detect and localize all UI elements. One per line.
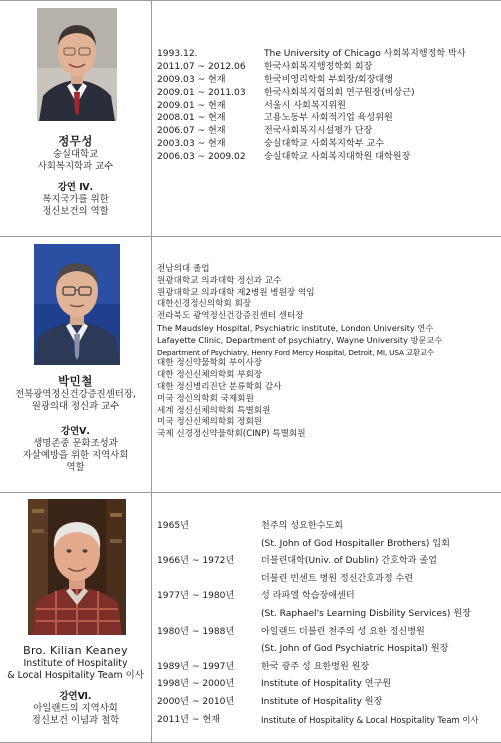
profile-affiliation: 전북광역정신건강증진센터장, — [15, 389, 136, 400]
career-item: 1965년 천주의 성요한수도회 — [157, 521, 343, 531]
career-item: 2011년 ~ 현재 Institute of Hospitality & Local Hospitality Team 이사 — [157, 714, 479, 725]
profile-photo — [37, 8, 117, 121]
career-item: 1993.12. The University of Chicago 사회복지행정학 박사 — [157, 49, 466, 59]
career-item: 대한 정신신체의학회 부회장 — [157, 370, 263, 381]
career-item: 2003.03 ~ 현재 숭실대학교 사회복지학부 교수 — [157, 139, 384, 150]
lecture-title: 생명존중 문화조성과 — [33, 438, 118, 449]
career-item: 1989년 ~ 1997년 한국 광주 성 요한병원 원장 — [157, 661, 370, 672]
profile-affiliation: 사회복지학과 교수 — [37, 161, 114, 172]
career-item: 원광대학교 의과대학 제2병원 병원장 역임 — [157, 287, 315, 298]
profile-name: 정무성 — [58, 134, 93, 148]
career-item: 더블린 빈센트 병원 정신간호과정 수련 — [261, 573, 414, 584]
career-item: (St. Raphael's Learning Disbility Services) 원장 — [261, 608, 471, 619]
profile-name: 박민철 — [58, 374, 93, 388]
career-item: (St. John of God Psychiatric Hospital) 원장 — [261, 644, 449, 655]
career-item: 2008.01 ~ 현재 고용노동부 사회적기업 육성위원 — [157, 113, 393, 124]
career-item: 국제 신경정신약물학회(CINP) 특별회원 — [157, 429, 306, 440]
profile-affiliation: 숭실대학교 — [52, 149, 99, 160]
career-item: 세계 정신신체의학회 특별회원 — [157, 405, 271, 416]
profile-row — [0, 493, 501, 742]
career-item: 2006.07 ~ 현재 전국사회복지시설평가 단장 — [157, 126, 373, 137]
career-item: Department of Psychiatry, Henry Ford Mercy Hospital, Detroit, MI, USA 교환교수 — [157, 347, 434, 357]
lecture-title: 자살예방을 위한 지역사회 — [22, 450, 129, 461]
career-item: (St. John of God Hospitaller Brothers) 입회 — [261, 538, 450, 549]
profile-name: Bro. Kilian Keaney — [23, 644, 128, 657]
lecture-title: 아일랜드의 지역사회 — [33, 703, 118, 714]
lecture-number: 강연Ⅴ. — [61, 426, 90, 437]
career-item: 전라북도 광역정신건강증진센터 센터장 — [157, 311, 304, 322]
lecture-number: 강연 Ⅳ. — [57, 182, 94, 193]
profile-photo — [34, 244, 120, 365]
career-item: 미국 정신의학회 국제회원 — [157, 393, 254, 404]
career-item: 2006.03 ~ 2009.02 숭실대학교 사회복지대학원 대학원장 — [157, 152, 411, 163]
career-list — [157, 48, 497, 164]
career-item: 2000년 ~ 2010년 Institute of Hospitality 원장 — [157, 696, 383, 707]
career-item: 2011.07 ~ 2012.06 한국사회복지행정학회 회장 — [157, 61, 373, 72]
career-item: 1977년 ~ 1980년 성 라파엘 학습장애센터 — [157, 591, 355, 602]
career-item: Lafayette Clinic, Department of psychiatry, Wayne University 방문교수 — [157, 334, 443, 345]
career-list — [157, 518, 497, 729]
lecture-number: 강연Ⅵ. — [59, 691, 92, 702]
profile-affiliation: & Local Hospitality Team 이사 — [7, 670, 144, 681]
career-item: 1966년 ~ 1972년 더블린대학(Univ. of Dublin) 간호학과 졸업 — [157, 556, 437, 567]
career-list — [157, 264, 497, 441]
lecture-title: 정신보건의 역할 — [42, 206, 109, 217]
profile-photo — [28, 499, 126, 635]
profile-affiliation: Institute of Hospitality — [23, 658, 128, 669]
profile-affiliation: 원광의대 정신과 교수 — [31, 401, 120, 412]
profile-row — [0, 237, 501, 492]
career-item: 미국 정신신체의학회 정회원 — [157, 417, 263, 428]
career-item: 1980년 ~ 1988년 아일랜드 더블린 천주의 성 요한 정신병원 — [157, 626, 425, 637]
career-item: 전남의대 졸업 — [157, 264, 210, 274]
profile-row — [0, 0, 501, 236]
career-item: The Maudsley Hospital, Psychiatric institute, London University 연수 — [157, 322, 434, 333]
career-item: 1998년 ~ 2000년 Institute of Hospitality 연구원 — [157, 679, 392, 690]
career-item: 대한 정신병리진단 분류학회 감사 — [157, 381, 282, 392]
lecture-title: 정신보건 이념과 철학 — [31, 715, 120, 726]
career-item: 2009.01 ~ 2011.03 한국사회복지협의회 연구원장(비상근) — [157, 87, 415, 98]
career-item: 대한 정신약물학회 부이사장 — [157, 358, 263, 369]
career-item: 원광대학교 의과대학 정신과 교수 — [157, 275, 282, 286]
career-item: 대한신경정신의학회 회장 — [157, 299, 252, 310]
career-item: 2009.03 ~ 현재 한국비영리학회 부회장/회장대행 — [157, 74, 393, 85]
career-item: 2009.01 ~ 현재 서울시 사회복지위원 — [157, 100, 346, 111]
lecture-title: 역할 — [66, 462, 85, 473]
lecture-title: 복지국가를 위한 — [42, 194, 109, 205]
